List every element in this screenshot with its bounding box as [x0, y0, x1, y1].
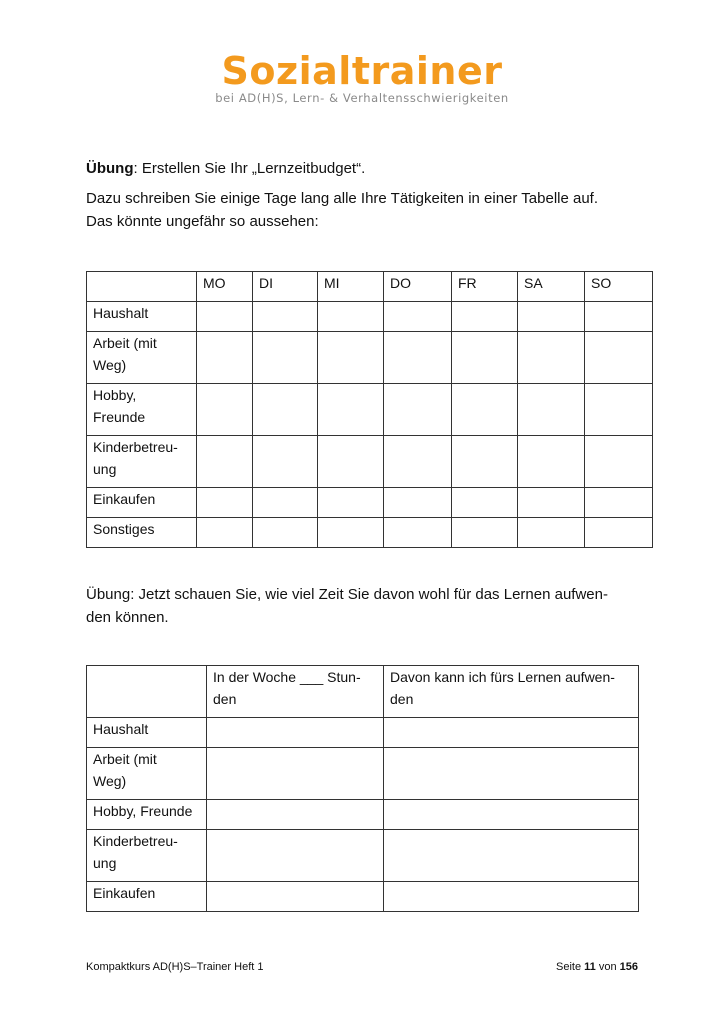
- empty-cell: [518, 488, 585, 518]
- empty-cell: [384, 488, 452, 518]
- activity-label-cell: [87, 718, 207, 748]
- empty-cell: [253, 332, 318, 384]
- empty-cell: [585, 488, 653, 518]
- header-corner-cell: [87, 666, 207, 718]
- table-row: [87, 488, 653, 518]
- activity-label-cell: [87, 488, 197, 518]
- exercise-1-label: Übung: [86, 160, 134, 177]
- activity-label-cell-text: Einkaufen: [93, 885, 156, 901]
- empty-cell: [384, 302, 452, 332]
- empty-cell: [384, 882, 639, 912]
- footer-page-number: [556, 961, 638, 973]
- table-row: [87, 302, 653, 332]
- column-header-cell-text: Davon kann ich fürs Lernen aufwen-: [390, 669, 615, 685]
- activity-label-cell: [87, 800, 207, 830]
- activity-label-cell-text: Einkaufen: [93, 491, 156, 507]
- day-header-cell: MO: [197, 272, 253, 302]
- empty-cell: [585, 302, 653, 332]
- page-prefix: Seite: [556, 961, 585, 973]
- logo-subtitle: bei AD(H)S, Lern- & Verhaltensschwierigkeiten: [215, 91, 509, 105]
- activity-label-cell: [87, 518, 197, 548]
- table-row: [87, 882, 639, 912]
- column-header-cell: [207, 666, 384, 718]
- day-header-cell: SA: [518, 272, 585, 302]
- column-header-cell-text: den: [390, 691, 414, 707]
- empty-cell: [585, 384, 653, 436]
- empty-cell: [253, 302, 318, 332]
- empty-cell: [452, 302, 518, 332]
- empty-cell: [318, 488, 384, 518]
- activity-label-cell-text: Sonstiges: [93, 521, 155, 537]
- empty-cell: [253, 518, 318, 548]
- activity-table: [86, 271, 653, 548]
- table-row: [87, 800, 639, 830]
- day-header-cell: DO: [384, 272, 452, 302]
- activity-label-cell-text: Haushalt: [93, 305, 149, 321]
- activity-label-cell-text: Arbeit (mit: [93, 751, 157, 767]
- activity-label-cell: [87, 830, 207, 882]
- empty-cell: [452, 436, 518, 488]
- exercise-2-line-1: Übung: Jetzt schauen Sie, wie viel Zeit Sie davon wohl für das Lernen aufwen-: [86, 586, 608, 603]
- activity-label-cell-text: Hobby, Freunde: [93, 803, 193, 819]
- logo: [0, 50, 724, 105]
- empty-cell: [518, 518, 585, 548]
- activity-label-cell: [87, 882, 207, 912]
- footer-course-title: Kompaktkurs AD(H)S–Trainer Heft 1: [86, 961, 264, 973]
- empty-cell: [585, 518, 653, 548]
- exercise-1-heading: [86, 157, 365, 180]
- empty-cell: [207, 830, 384, 882]
- activity-label-cell: [87, 384, 197, 436]
- day-header-cell: FR: [452, 272, 518, 302]
- empty-cell: [452, 384, 518, 436]
- activity-label-cell-text: Arbeit (mit: [93, 335, 157, 351]
- empty-cell: [197, 488, 253, 518]
- empty-cell: [318, 436, 384, 488]
- activity-label-cell-text: ung: [93, 461, 117, 477]
- activity-label-cell: [87, 302, 197, 332]
- table-row: [87, 748, 639, 800]
- table-row: [87, 384, 653, 436]
- empty-cell: [207, 718, 384, 748]
- empty-cell: [197, 302, 253, 332]
- empty-cell: [253, 488, 318, 518]
- empty-cell: [384, 518, 452, 548]
- exercise-1-line-3: Das könnte ungefähr so aussehen:: [86, 213, 319, 230]
- activity-label-cell-text: Weg): [93, 773, 127, 789]
- empty-cell: [207, 800, 384, 830]
- empty-cell: [585, 332, 653, 384]
- empty-cell: [518, 436, 585, 488]
- empty-cell: [518, 384, 585, 436]
- exercise-1-line-2: Dazu schreiben Sie einige Tage lang alle Ihre Tätigkeiten in einer Tabelle auf.: [86, 190, 599, 207]
- table-row: [87, 436, 653, 488]
- activity-label-cell: [87, 748, 207, 800]
- empty-cell: [197, 332, 253, 384]
- day-header-cell: MI: [318, 272, 384, 302]
- empty-cell: [207, 748, 384, 800]
- empty-cell: [518, 302, 585, 332]
- empty-cell: [253, 436, 318, 488]
- column-header-cell-text: In der Woche ___ Stun-: [213, 669, 361, 685]
- empty-cell: [197, 436, 253, 488]
- empty-cell: [384, 436, 452, 488]
- table-header-row: [87, 272, 653, 302]
- page-middle: von: [595, 961, 620, 973]
- empty-cell: [318, 518, 384, 548]
- table-row: [87, 518, 653, 548]
- day-header-cell: DI: [253, 272, 318, 302]
- exercise-1-text: : Erstellen Sie Ihr „Lernzeitbudget“.: [133, 160, 366, 177]
- page-total: 156: [619, 961, 638, 973]
- table-row: [87, 830, 639, 882]
- empty-cell: [197, 384, 253, 436]
- column-header-cell-text: den: [213, 691, 237, 707]
- empty-cell: [452, 332, 518, 384]
- empty-cell: [384, 830, 639, 882]
- activity-label-cell-text: Kinderbetreu-: [93, 439, 178, 455]
- table-row: [87, 332, 653, 384]
- activity-label-cell-text: ung: [93, 855, 117, 871]
- exercise-2-line-2: den können.: [86, 609, 169, 626]
- empty-cell: [384, 384, 452, 436]
- activity-label-cell-text: Haushalt: [93, 721, 149, 737]
- empty-cell: [318, 302, 384, 332]
- study-time-table: [86, 665, 639, 912]
- empty-cell: [253, 384, 318, 436]
- empty-cell: [452, 488, 518, 518]
- activity-label-cell: [87, 332, 197, 384]
- empty-cell: [318, 384, 384, 436]
- activity-label-cell-text: Kinderbetreu-: [93, 833, 178, 849]
- empty-cell: [452, 518, 518, 548]
- empty-cell: [518, 332, 585, 384]
- empty-cell: [384, 800, 639, 830]
- table-header-row: [87, 666, 639, 718]
- activity-label-cell-text: Weg): [93, 357, 127, 373]
- page-current: 11: [584, 961, 596, 973]
- empty-cell: [384, 748, 639, 800]
- empty-cell: [384, 332, 452, 384]
- logo-title: Sozialtrainer: [221, 49, 503, 93]
- activity-label-cell: [87, 436, 197, 488]
- activity-label-cell-text: Freunde: [93, 409, 146, 425]
- empty-cell: [197, 518, 253, 548]
- activity-label-cell-text: Hobby,: [93, 387, 137, 403]
- empty-cell: [207, 882, 384, 912]
- day-header-cell: SO: [585, 272, 653, 302]
- empty-cell: [318, 332, 384, 384]
- empty-cell: [384, 718, 639, 748]
- header-corner-cell: [87, 272, 197, 302]
- empty-cell: [585, 436, 653, 488]
- table-row: [87, 718, 639, 748]
- column-header-cell: [384, 666, 639, 718]
